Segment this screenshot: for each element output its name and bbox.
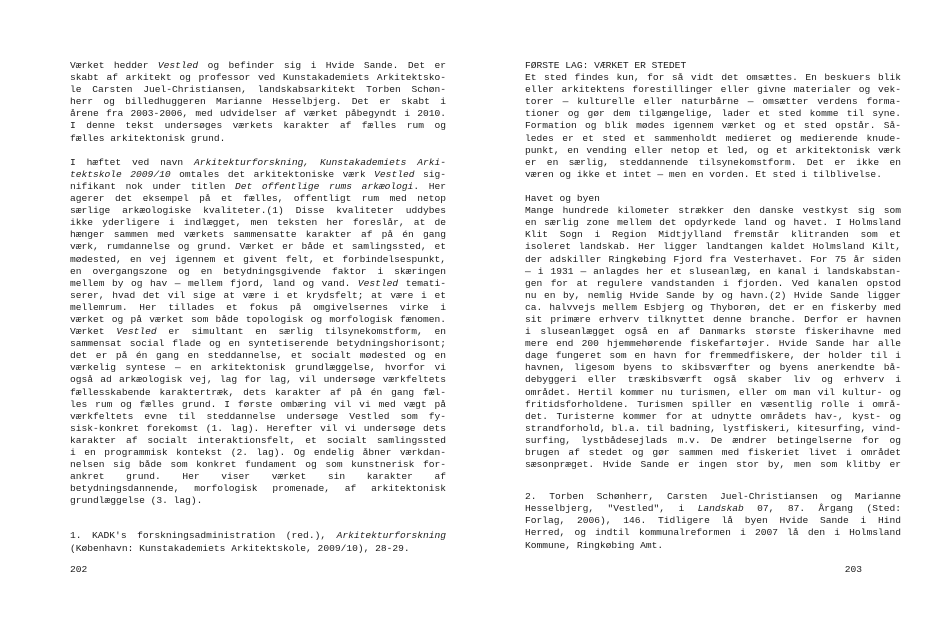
text-line: værkelig syntese — en arkitektonisk grundlæggelse, hvorfor vi [70,362,446,374]
text-line: brugen af stedet og gør sammen med fiskeriet livet i området [525,447,901,458]
text-line: Havet og byen [525,193,600,205]
text-line: Formation og blik mødes igennem værket og et sted opstår. Så- [525,120,901,132]
text-line: hænger sammen med værkets sammensatte karakter af på én gang [70,229,446,241]
text-line: dage fungeret som en havn for fremmedfiskere, der holder til i [525,350,901,362]
text-line: i sluseanlægget også en af Danmarks største fiskerihavne med [525,326,901,338]
text-line: nifikant nok under titlen Det offentlige rums arkæologi. Her [70,180,446,192]
text-line: ankret grund. Her viser værket sin karakter af [70,471,446,483]
text-line: mellem by og hav — mellem fjord, land og vand. Vestled temati- [70,277,446,289]
text-line: debyggeri eller træskibsværft også skaber liv og erhverv i [525,374,901,386]
text-line: væren og ikke et intet — men en vorden. Et sted i tilblivelse. [525,168,882,180]
text-line: Klit Sogn i Region Midtjylland fremstår klitranden som et [525,229,901,241]
text-line: tektskole 2009/10 omtales det arkitektoniske værk Vestled sig- [70,168,446,180]
text-line: skabt af arkitekt og professor ved Kunstakademiets Arkitektsko- [70,72,446,84]
right-page [525,60,901,576]
text-line: le Carsten Juel-Christiansen, landskabsarkitekt Torben Schøn- [70,84,446,96]
text-line: mellemrum. Her tillades et fokus på omgivelsernes virke i [70,301,446,313]
text-line: i en programmisk kontekst (2. lag). Og endelig åbner værkdan- [70,447,446,458]
text-line: I denne tekst undersøges værkets karakter af fælles rum og [70,120,446,132]
text-line: værk, rumdannelse og grund. Værket er både et samlingssted, et [70,241,446,253]
right-paragraph-1 [525,72,901,181]
page-number-left: 202 [70,563,88,575]
text-line: det er på én gang en steddannelse, et socialt mødested og en [70,350,446,362]
text-line: en særlig zone mellem det opdyrkede land og havet. I Holmsland [525,217,901,229]
text-line: betydningsdannende, morfologisk promenade, af arkitektonisk [70,483,446,495]
text-line: mødested, en vej igennem et givent felt, et forbindelsespunkt, [70,253,446,265]
right-paragraph-2 [525,205,901,471]
text-line: der adskiller Ringkøbing Fjord fra Vesterhavet. For 75 år siden [525,253,901,265]
text-line: FØRSTE LAG: VÆRKET ER STEDET [525,60,687,71]
left-paragraph-1 [70,60,446,145]
text-line: er en særlig, steddannende tilsynekomstform. Det er ikke en [525,156,901,168]
text-line: Mange hundrede kilometer strækker den danske vestkyst sig som [525,205,901,217]
text-line: årene fra 2003-2006, med udvidelser af værket påbegyndt i 2010. [70,108,446,120]
text-line: en overgangszone og en betydningsgivende faktor i skæringen [70,265,446,277]
text-line: fællesskabende karaktertræk, dets karakter af på én gang fæl- [70,386,446,398]
text-line: I hæftet ved navn Arkitekturforskning, Kunstakademiets Arki- [70,156,446,168]
text-line: ledes er et sted et sammenholdt medieret og medierende knude- [525,132,901,144]
text-line: Værket hedder Vestled og befinder sig i Hvide Sande. Det er [70,60,446,71]
text-line: også ad arkæologisk vej, lag for lag, vil undersøge værkfeltets [70,374,446,386]
text-line: særlige arkæologiske kvaliteter.(1) Disse kvaliteter uddybes [70,205,446,217]
text-line: Hesselbjerg, "Vestled", i Landskab 07, 87. Årgang (Sted: [525,503,901,515]
text-line: surfing, lystbådesejlads m.v. De ændrer betingelserne for og [525,434,901,446]
text-line: Kommune, Ringkøbing Amt. [525,539,664,551]
right-subheading [525,193,901,205]
text-line: sit primære erhverv tilknyttet denne branche. Derfor er havnen [525,313,901,325]
left-footnote-1 [70,530,446,554]
text-line: torer — kulturelle eller naturbårne — omsætter verdens forma- [525,96,901,108]
text-line: strandforhold, bl.a. til badning, lystfiskeri, kitesurfing, vind- [525,422,901,434]
text-line: eller arkitektens forestillinger eller givne materialer og vek- [525,84,901,96]
text-line: det. Turisterne kommer for at udnytte områdets hav-, kyst- og [525,410,901,422]
text-line: ikke yderligere i indlægget, men teksten her foreslår, at de [70,217,446,229]
text-line: sammensat social flade og en syntetiserende betydningshorisont; [70,338,446,350]
text-line: sisk-konkret forekomst (1. lag). Herefter vil vi undersøge dets [70,422,446,434]
text-line: Et sted findes kun, for så vidt det omsættes. En beskuers blik [525,72,901,84]
text-line: grundlæggelse (3. lag). [70,495,203,507]
text-line: fritidsforholdene. Turismen spiller en væsentlig rolle i områ- [525,398,901,410]
text-line: ca. halvvejs mellem Esbjerg og Thyborøn, det er en fiskerby med [525,301,901,313]
text-line: gen for at regulere vandstanden i fjorden. Ved kanalen opstod [525,277,901,289]
text-line: isoleret landskab. Her ligger landtangen kaldet Holmsland Kilt, [525,241,901,253]
text-line: området. Hertil kommer nu turismen, eller om man vil kultur- og [525,386,901,398]
text-line: nu en by, nemlig Hvide Sande by og havn.(2) Hvide Sande ligger [525,289,901,301]
text-line: — i 1931 — anlagdes her et sluseanlæg, en kanal i landskabstan- [525,265,901,277]
text-line: (København: Kunstakademiets Arkitektskole, 2009/10), 28-29. [70,542,410,554]
text-line: mere end 200 hjemmehørende fiskefartøjer. Hvide Sande har alle [525,338,901,350]
text-line: nelsen sig både som konkret fundament og som kunstnerisk for- [70,459,446,471]
text-line: 1. KADK's forskningsadministration (red.), Arkitekturforskning [70,530,446,542]
text-line: 2. Torben Schønherr, Carsten Juel-Christiansen og Marianne [525,491,901,503]
text-line: Forlag, 2006), 146. Tidligere lå byen Hvide Sande i Hind [525,515,901,527]
text-line: sæsonpræget. Hvide Sande er ingen stor by, men som klitby er [525,459,901,471]
text-line: Værket Vestled er simultant en særlig tilsynekomstform, en [70,326,446,338]
text-line: punkt, en vending eller netop et led, og et arkitektonisk værk [525,144,901,156]
text-line: karakter af socialt interaktionsfelt, et socialt samlingssted [70,434,446,446]
left-page [70,60,446,576]
right-section-heading [525,60,901,72]
right-footnote-2 [525,491,901,551]
text-line: agerer det eksempel på et fælles, offentligt rum med netop [70,193,446,205]
text-line: værkfeltets evne til steddannelse undersøge Vestled som fy- [70,410,446,422]
left-paragraph-2 [70,157,446,508]
text-line: serer, hvad det vil sige at være i et krydsfelt; at være i et [70,289,446,301]
text-line: havnen, ligesom byens to skibsværfter og byens anerkendte bå- [525,362,901,374]
text-line: tioner og gør dem tilgængelige, lader et sted komme til syne. [525,108,901,120]
text-line: Herred, og indtil kommunalreformen i 2007 lå den i Holmsland [525,527,901,539]
text-line: værket og på værket som både topologisk og morfologisk fænomen. [70,313,446,325]
text-line: herr og billedhuggeren Marianne Hesselbjerg. Det er skabt i [70,96,446,108]
text-line: les rum og fælles grund. I første ombæring vil vi med vægt på [70,398,446,410]
text-line: fælles arkitektonisk grund. [70,132,226,144]
page-number-right: 203 [844,563,862,575]
